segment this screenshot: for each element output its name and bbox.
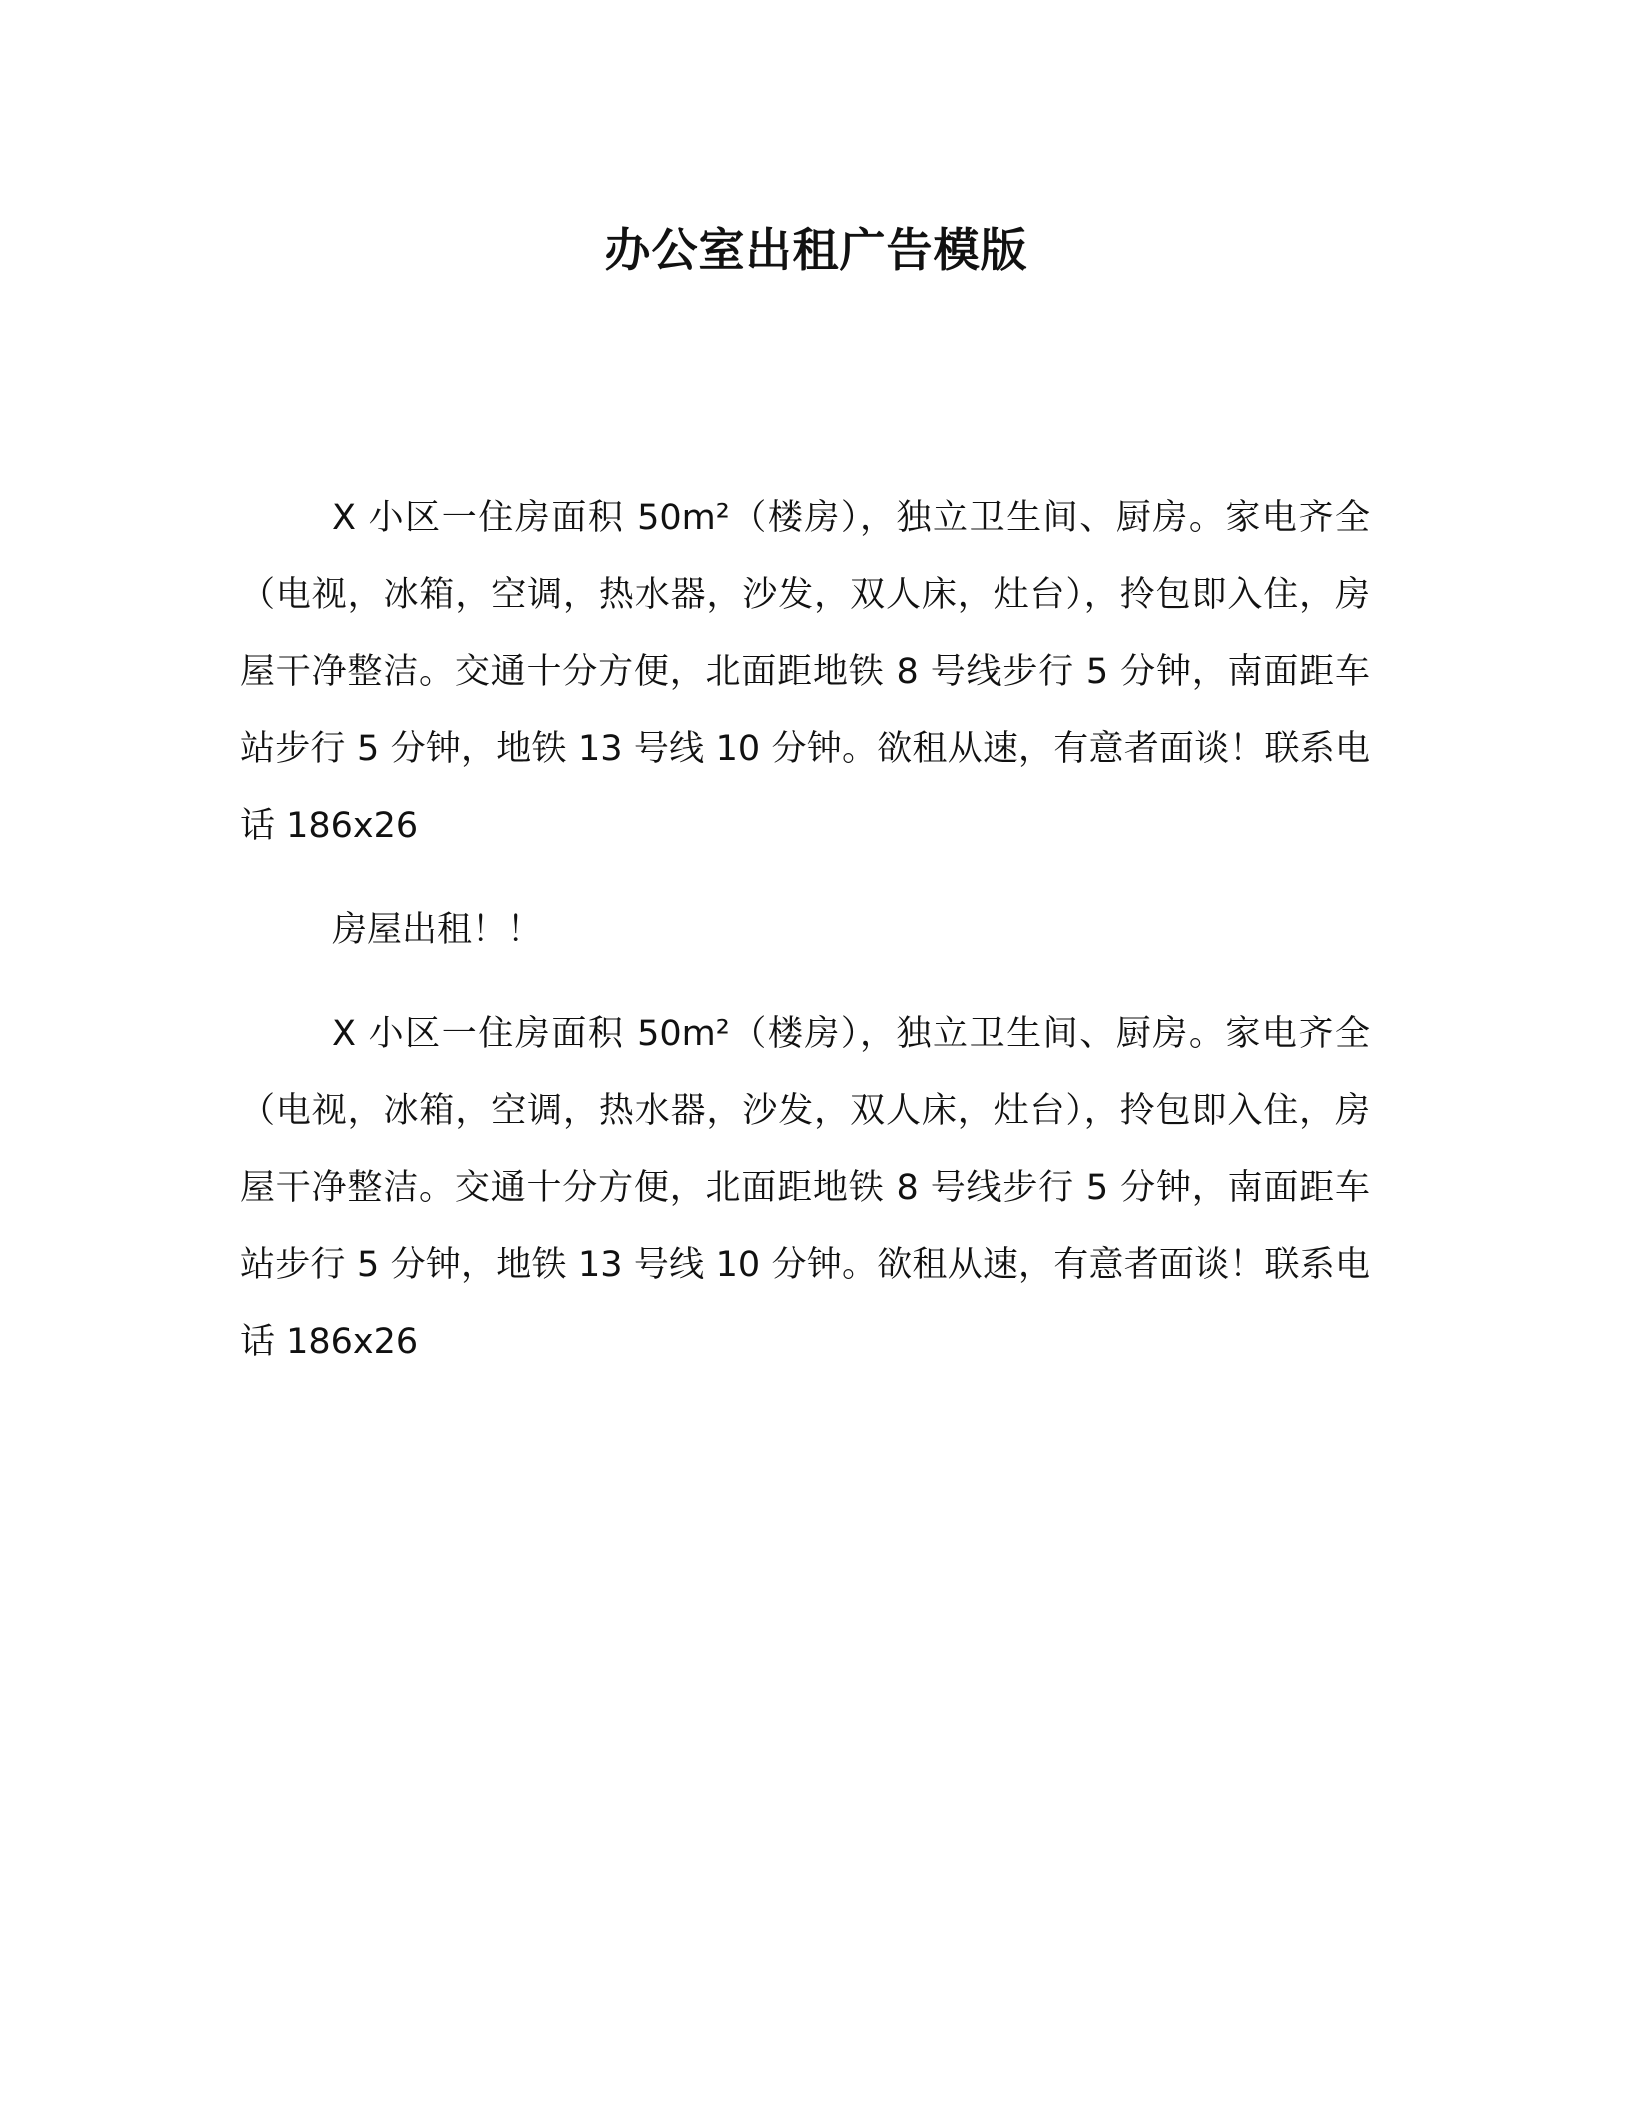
rental-description-paragraph: X 小区一住房面积 50m²（楼房），独立卫生间、厨房。家电齐全（电视，冰箱，空调，热水器，沙发，双人床，灶台），拎包即入住，房屋干净整洁。交通十分方便，北面距地铁 8 号线步行 5 分钟，南面距车站步行 5 分钟，地铁 13 号线 10 分钟。欲租从速，有意者面谈！联系电话 186x26 xyxy=(240,498,1370,846)
document-title: 办公室出租广告模版 xyxy=(604,223,1028,277)
document-body xyxy=(240,480,1370,1381)
rental-heading-paragraph: 房屋出租！！ xyxy=(332,910,543,950)
rental-description-paragraph-repeat: X 小区一住房面积 50m²（楼房），独立卫生间、厨房。家电齐全（电视，冰箱，空调，热水器，沙发，双人床，灶台），拎包即入住，房屋干净整洁。交通十分方便，北面距地铁 8 号线步行 5 分钟，南面距车站步行 5 分钟，地铁 13 号线 10 分钟。欲租从速，有意者面谈！联系电话 186x26 xyxy=(240,1014,1370,1362)
